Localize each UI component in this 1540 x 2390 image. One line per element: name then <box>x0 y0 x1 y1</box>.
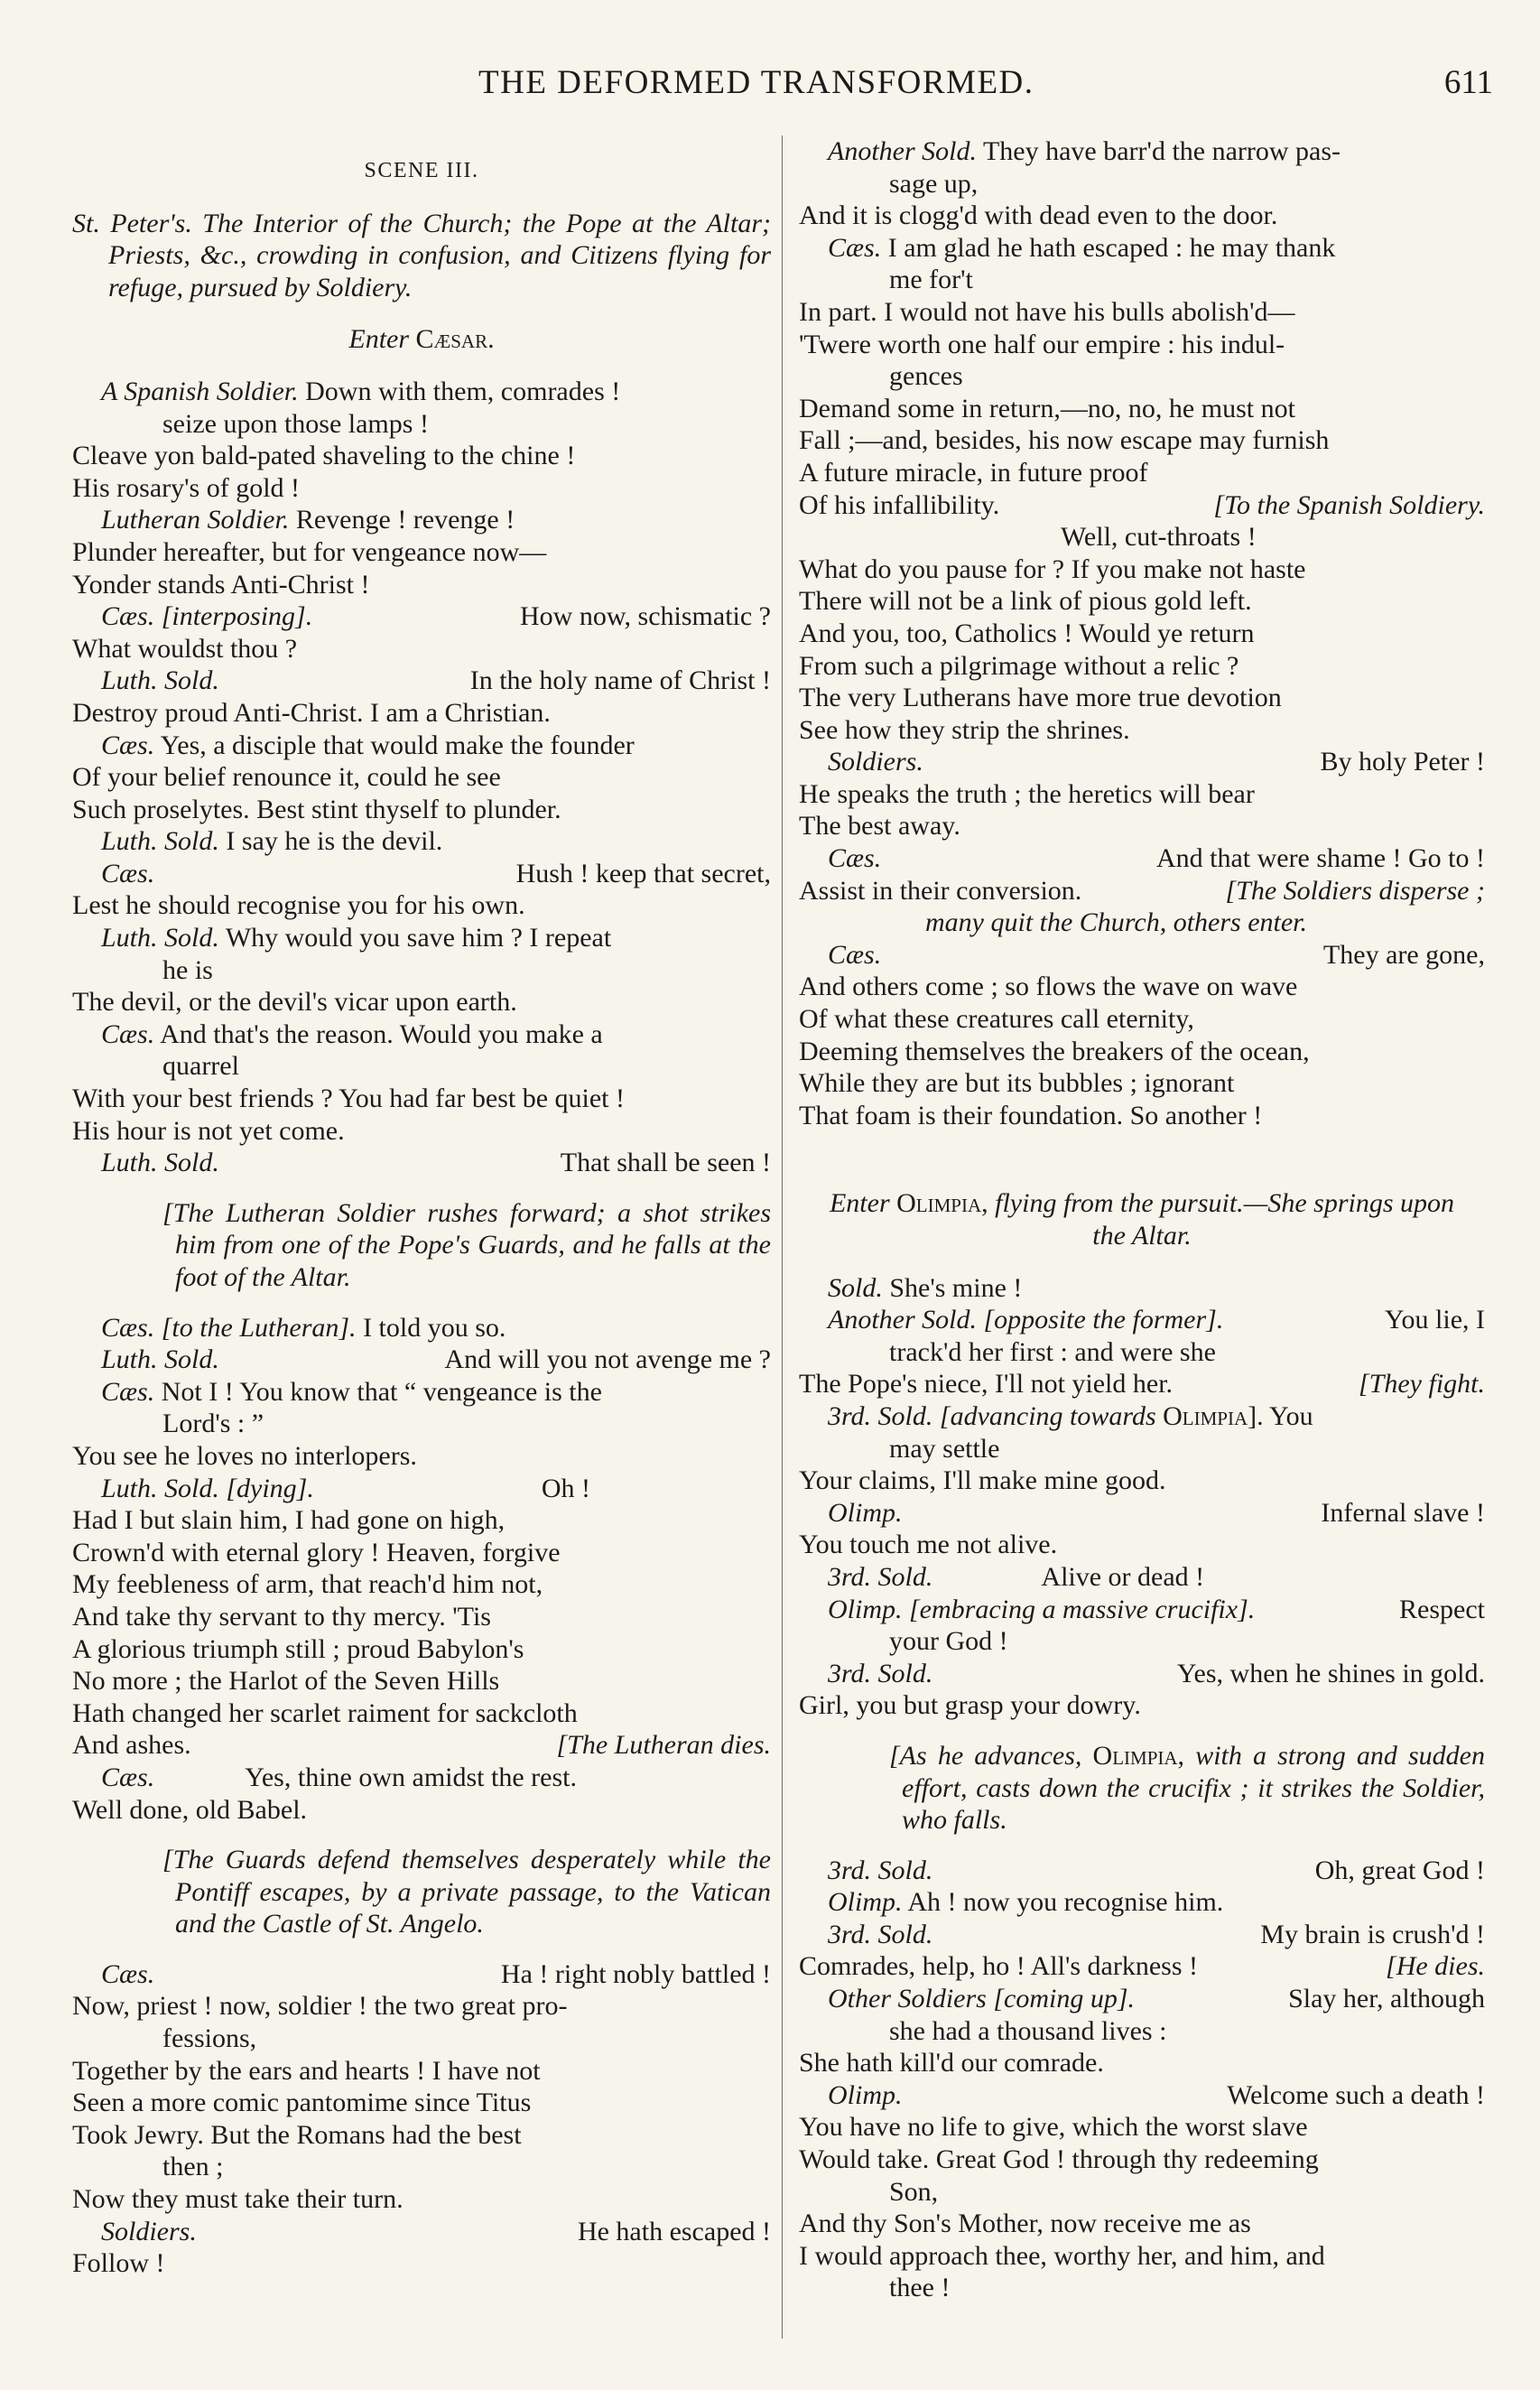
verse-line: Well done, old Babel. <box>72 1794 308 1825</box>
speaker: Cæs. <box>101 1762 155 1792</box>
stage-direction: [advancing towards <box>939 1400 1156 1431</box>
verse-line: Seen a more comic pantomime since Titus <box>72 2088 532 2118</box>
verse-line: Crown'd with eternal glory ! Heaven, forgive <box>72 1537 561 1567</box>
verse-line: Plunder hereafter, but for vengeance now— <box>72 536 547 567</box>
verse-line: His rosary's of gold ! <box>72 472 301 503</box>
verse-line: I would approach thee, worthy her, and him, and <box>799 2240 1325 2271</box>
verse-line: Took Jewry. But the Romans had the best <box>72 2119 522 2150</box>
verse-line: me for't <box>889 265 973 295</box>
speaker: Another Sold. <box>828 1305 977 1335</box>
verse-line: Hath changed her scarlet raiment for sackcloth <box>72 1697 578 1728</box>
verse-line: Luth. Sold. Why would you save him ? I repeat <box>101 923 612 953</box>
speaker: Cæs. <box>101 1018 155 1049</box>
speaker: Cæs. <box>101 1958 155 1989</box>
verse-line: Cæs. Not I ! You know that “ vengeance is the <box>101 1376 602 1407</box>
verse-line: That foam is their foundation. So another ! <box>799 1100 1263 1130</box>
verse-line: She hath kill'd our comrade. <box>799 2048 1104 2078</box>
stage-direction: [coming up]. <box>993 1984 1135 2014</box>
verse-line: Cæs. Yes, thine own amidst the rest. <box>101 1762 577 1792</box>
speaker: Luth. Sold. <box>101 1473 219 1503</box>
verse-line: 3rd. Sold. My brain is crush'd ! <box>828 1919 1485 1949</box>
verse-line: From such a pilgrimage without a relic ? <box>799 650 1239 681</box>
speaker: Sold. <box>828 1272 883 1303</box>
verse-line: Yonder stands Anti-Christ ! <box>72 569 370 600</box>
verse-line: Girl, you but grasp your dowry. <box>799 1690 1141 1721</box>
verse-line: Olimp. Ah ! now you recognise him. <box>828 1887 1224 1918</box>
verse-line: your God ! <box>889 1626 1008 1657</box>
speaker: Luth. Sold. <box>101 826 219 857</box>
verse-line: In part. I would not have his bulls abolish'd— <box>799 296 1295 327</box>
verse-line: gences <box>889 361 963 392</box>
stage-direction: [embracing a massive crucifix]. <box>909 1594 1256 1624</box>
verse-line: track'd her first : and were she <box>889 1336 1216 1367</box>
verse-line: Lutheran Soldier. Revenge ! revenge ! <box>101 505 515 535</box>
scene-setting: St. Peter's. The Interior of the Church; the Pope at the Altar; Priests, &c., crowding in confusion, and Citizens flying for refuge, pursued by Soldiery. <box>72 208 771 302</box>
verse-line: Deeming themselves the breakers of the ocean, <box>799 1036 1310 1066</box>
speaker: 3rd. Sold. <box>828 1658 933 1688</box>
speaker: Soldiers. <box>828 747 923 777</box>
verse-line: You have no life to give, which the worst slave <box>799 2112 1308 2143</box>
running-head <box>0 63 1540 110</box>
verse-line: Cæs. They are gone, <box>828 939 1485 970</box>
stage-direction: [to the Lutheran]. <box>161 1312 357 1343</box>
verse-line: Luth. Sold. In the holy name of Christ ! <box>101 665 771 696</box>
verse-line: Other Soldiers [coming up]. Slay her, although <box>828 1984 1485 2014</box>
verse-line: What do you pause for ? If you make not haste <box>799 553 1306 584</box>
speaker: Luth. Sold. <box>101 1344 219 1375</box>
verse-line: And thy Son's Mother, now receive me as <box>799 2209 1251 2239</box>
verse-line: Son, <box>889 2176 939 2207</box>
speaker: Cæs. <box>828 843 882 874</box>
speaker: 3rd. Sold. <box>828 1919 933 1949</box>
speaker: Cæs. <box>828 939 882 970</box>
verse-line: And you, too, Catholics ! Would ye return <box>799 618 1255 648</box>
right-column <box>799 135 1485 2304</box>
verse-line: Your claims, I'll make mine good. <box>799 1465 1166 1496</box>
verse-line: Destroy proud Anti-Christ. I am a Christian. <box>72 697 551 728</box>
verse-line: he is <box>162 954 213 985</box>
verse-line: And ashes. [The Lutheran dies. <box>72 1730 771 1761</box>
column-rule <box>782 135 783 2339</box>
speaker: Another Sold. <box>828 136 977 166</box>
verse-line: thee ! <box>889 2273 951 2303</box>
verse-line: Now, priest ! now, soldier ! the two great pro- <box>72 1991 568 2022</box>
speaker: Olimp. <box>828 1887 903 1918</box>
stage-direction: [To the Spanish Soldiery. <box>1213 489 1485 520</box>
verse-line: No more ; the Harlot of the Seven Hills <box>72 1666 500 1697</box>
speaker: Luth. Sold. <box>101 1148 219 1178</box>
stage-direction: [The Guards defend themselves desperately while the Pontiff escapes, by a private passage, to the Vatican and the Castle of St. Angelo. <box>162 1845 771 1939</box>
stage-direction: many quit the Church, others enter. <box>925 907 1308 938</box>
running-title: THE DEFORMED TRANSFORMED. <box>478 64 1034 101</box>
verse-line: Luth. Sold. [dying]. Oh ! <box>101 1473 590 1503</box>
verse-line: You touch me not alive. <box>799 1530 1058 1560</box>
verse-line: she had a thousand lives : <box>889 2015 1167 2046</box>
verse-line: fessions, <box>162 2023 257 2054</box>
verse-line: 3rd. Sold. Alive or dead ! <box>828 1561 1205 1592</box>
verse-line: Soldiers. By holy Peter ! <box>828 747 1485 777</box>
verse-line: Would take. Great God ! through thy redeeming <box>799 2144 1319 2175</box>
stage-direction: [He dies. <box>1386 1951 1485 1982</box>
verse-line: Of your belief renounce it, could he see <box>72 762 501 793</box>
verse-line: Cæs. Hush ! keep that secret, <box>101 858 771 888</box>
verse-line: Cæs. [interposing]. How now, schismatic ? <box>101 601 771 632</box>
page-number: 611 <box>1443 64 1493 101</box>
speaker: 3rd. Sold. <box>828 1855 933 1885</box>
verse-line: Now they must take their turn. <box>72 2184 404 2215</box>
speaker: Olimp. <box>828 2079 903 2110</box>
speaker: A Spanish Soldier. <box>101 376 299 406</box>
verse-line: Sold. She's mine ! <box>828 1272 1023 1303</box>
speaker: Cæs. <box>101 858 155 888</box>
verse-line: He speaks the truth ; the heretics will bear <box>799 778 1255 809</box>
verse-line: Such proselytes. Best stint thyself to plunder. <box>72 794 561 824</box>
verse-line: And others come ; so flows the wave on wave <box>799 972 1298 1002</box>
verse-line: Cæs. Ha ! right nobly battled ! <box>101 1958 771 1989</box>
verse-line: Together by the ears and hearts ! I have not <box>72 2055 541 2086</box>
stage-direction: [opposite the former]. <box>983 1305 1224 1335</box>
speaker: Luth. Sold. <box>101 923 219 953</box>
verse-line: Well, cut-throats ! <box>1061 522 1257 553</box>
verse-line: There will not be a link of pious gold left. <box>799 586 1252 617</box>
verse-line: What wouldst thou ? <box>72 633 298 664</box>
verse-line: Cleave yon bald-pated shaveling to the chine ! <box>72 441 576 471</box>
verse-line: You see he loves no interlopers. <box>72 1440 417 1471</box>
speaker: Luth. Sold. <box>101 665 219 696</box>
speaker: 3rd. Sold. <box>828 1400 933 1431</box>
speaker: Olimp. <box>828 1497 903 1528</box>
verse-line: then ; <box>162 2152 224 2182</box>
verse-line: Assist in their conversion. [The Soldiers disperse ; <box>799 875 1485 906</box>
verse-line: 3rd. Sold. Yes, when he shines in gold. <box>828 1658 1485 1688</box>
speaker: Soldiers. <box>101 2216 197 2246</box>
stage-direction: [As he advances, Olimpia, with a strong and sudden effort, casts down the crucifix ; it strikes the Soldier, who falls. <box>889 1740 1485 1836</box>
verse-line: The Pope's niece, I'll not yield her. [They fight. <box>799 1369 1485 1400</box>
verse-line: Lord's : ” <box>162 1409 264 1439</box>
entrance-direction: Enter Cæsar. <box>348 324 495 355</box>
verse-line: seize upon those lamps ! <box>162 408 429 439</box>
verse-line: Luth. Sold. I say he is the devil. <box>101 826 443 857</box>
verse-line: 3rd. Sold. Oh, great God ! <box>828 1855 1485 1885</box>
speaker: Other Soldiers <box>828 1984 987 2014</box>
speaker: Cæs. <box>101 1376 155 1407</box>
verse-line: A Spanish Soldier. Down with them, comrades ! <box>101 376 621 406</box>
entrance-direction: Enter Olimpia, flying from the pursuit.—She springs upon the Altar. <box>829 1188 1455 1251</box>
verse-line: Cæs. And that's the reason. Would you make a <box>101 1018 603 1049</box>
verse-line: Lest he should recognise you for his own. <box>72 890 525 921</box>
stage-direction: [The Lutheran Soldier rushes forward; a shot strikes him from one of the Pope's Guards, and he falls at the foot of the Altar. <box>162 1197 771 1292</box>
verse-line: Of his infallibility. [To the Spanish Soldiery. <box>799 489 1485 520</box>
speaker: Cæs. <box>828 232 882 263</box>
verse-line: Fall ;—and, besides, his now escape may furnish <box>799 425 1330 456</box>
verse-line: 'Twere worth one half our empire : his indul- <box>799 329 1285 359</box>
verse-line: With your best friends ? You had far best be quiet ! <box>72 1083 625 1114</box>
verse-line: 3rd. Sold. [advancing towards Olimpia]. You <box>828 1400 1313 1431</box>
verse-line: quarrel <box>162 1051 239 1082</box>
verse-line: Another Sold. They have barr'd the narrow pas- <box>828 136 1341 166</box>
verse-line: Had I but slain him, I had gone on high, <box>72 1505 506 1536</box>
verse-line: The best away. <box>799 811 960 842</box>
speaker: Olimp. <box>828 1594 903 1624</box>
verse-line: Cæs. And that were shame ! Go to ! <box>828 843 1485 874</box>
stage-direction: [The Lutheran dies. <box>556 1730 771 1761</box>
verse-line: The very Lutherans have more true devotion <box>799 683 1282 713</box>
verse-line: My feebleness of arm, that reach'd him not, <box>72 1569 543 1600</box>
verse-line: Another Sold. [opposite the former]. You lie, I <box>828 1305 1485 1335</box>
left-column <box>72 155 771 2280</box>
verse-line: While they are but its bubbles ; ignorant <box>799 1068 1235 1099</box>
speaker: Lutheran Soldier. <box>101 505 290 535</box>
verse-line: Cæs. Yes, a disciple that would make the founder <box>101 730 635 760</box>
verse-line: Olimp. Welcome such a death ! <box>828 2079 1485 2110</box>
stage-direction: [The Soldiers disperse ; <box>1225 875 1485 906</box>
verse-line: A glorious triumph still ; proud Babylon's <box>72 1633 524 1664</box>
verse-line: may settle <box>889 1433 1000 1464</box>
verse-line: sage up, <box>889 168 979 199</box>
stage-direction: [interposing]. <box>161 601 313 632</box>
scene-heading: SCENE III. <box>364 159 479 182</box>
verse-line: Follow ! <box>72 2248 165 2279</box>
verse-line: Demand some in return,—no, no, he must not <box>799 393 1295 423</box>
verse-line: Olimp. Infernal slave ! <box>828 1497 1485 1528</box>
speaker: Cæs. <box>101 730 155 760</box>
verse-line: Cæs. I am glad he hath escaped : he may thank <box>828 232 1336 263</box>
verse-line: And take thy servant to thy mercy. 'Tis <box>72 1601 491 1632</box>
spacer <box>799 1131 1485 1187</box>
verse-line: Of what these creatures call eternity, <box>799 1004 1194 1035</box>
verse-line: See how they strip the shrines. <box>799 714 1130 745</box>
verse-line: Comrades, help, ho ! All's darkness ! [He dies. <box>799 1951 1485 1982</box>
verse-line: Cæs. [to the Lutheran]. I told you so. <box>101 1312 506 1343</box>
verse-line: And it is clogg'd with dead even to the door. <box>799 200 1278 231</box>
verse-line: Luth. Sold. That shall be seen ! <box>101 1148 771 1178</box>
verse-line: Olimp. [embracing a massive crucifix]. Respect <box>828 1594 1485 1624</box>
verse-line: His hour is not yet come. <box>72 1115 345 1146</box>
speaker: Cæs. <box>101 1312 155 1343</box>
stage-direction: [dying]. <box>226 1473 314 1503</box>
speaker: 3rd. Sold. <box>828 1561 933 1592</box>
speaker: Cæs. <box>101 601 155 632</box>
verse-line: Luth. Sold. And will you not avenge me ? <box>101 1344 771 1375</box>
verse-line: The devil, or the devil's vicar upon earth. <box>72 987 517 1018</box>
verse-line: Soldiers. He hath escaped ! <box>101 2216 771 2246</box>
stage-direction: [They fight. <box>1359 1369 1485 1400</box>
verse-line: A future miracle, in future proof <box>799 457 1148 488</box>
